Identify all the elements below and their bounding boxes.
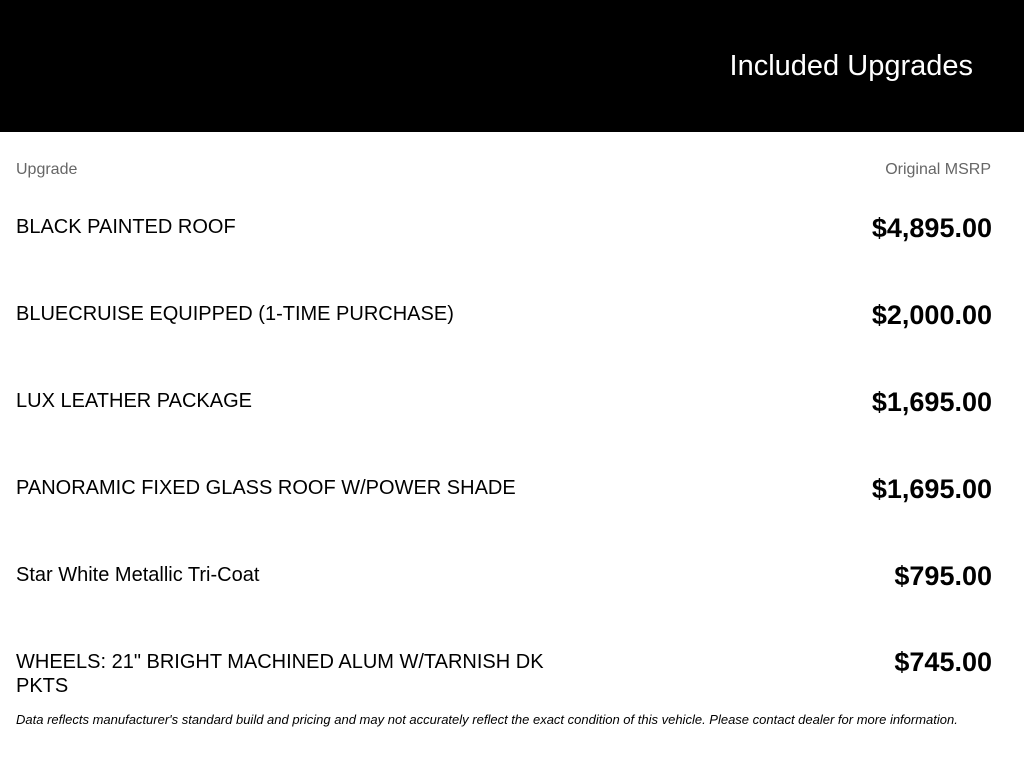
- upgrade-price: $2,000.00: [871, 300, 992, 330]
- upgrade-price: $1,695.00: [871, 474, 992, 504]
- upgrade-row: [16, 461, 992, 548]
- upgrade-row: [16, 374, 992, 461]
- upgrade-row: [16, 287, 992, 374]
- column-header-msrp: Original MSRP: [885, 161, 991, 178]
- upgrade-row: [16, 548, 992, 635]
- upgrade-name: Star White Metallic Tri-Coat: [16, 564, 260, 586]
- upgrade-row: [16, 200, 992, 287]
- upgrade-name: BLACK PAINTED ROOF: [16, 216, 236, 238]
- column-header-upgrade: Upgrade: [16, 161, 78, 178]
- upgrade-name: WHEELS: 21" BRIGHT MACHINED ALUM W/TARNISH DK PKTS: [16, 651, 544, 697]
- upgrade-name: BLUECRUISE EQUIPPED (1-TIME PURCHASE): [16, 303, 454, 325]
- upgrade-row: [16, 635, 992, 722]
- page-title: Included Upgrades: [729, 50, 973, 82]
- header-banner: [0, 0, 1024, 132]
- upgrade-price: $745.00: [894, 647, 992, 677]
- upgrade-price: $795.00: [894, 561, 992, 591]
- upgrade-price: $1,695.00: [871, 387, 992, 417]
- upgrades-list: [16, 200, 992, 722]
- upgrade-price: $4,895.00: [871, 213, 992, 243]
- disclaimer-text: Data reflects manufacturer's standard build and pricing and may not accurately reflect the exact condition of this vehicle. Please contact dealer for more information.: [16, 712, 958, 727]
- upgrade-name: LUX LEATHER PACKAGE: [16, 390, 252, 412]
- upgrade-name: PANORAMIC FIXED GLASS ROOF W/POWER SHADE: [16, 477, 516, 499]
